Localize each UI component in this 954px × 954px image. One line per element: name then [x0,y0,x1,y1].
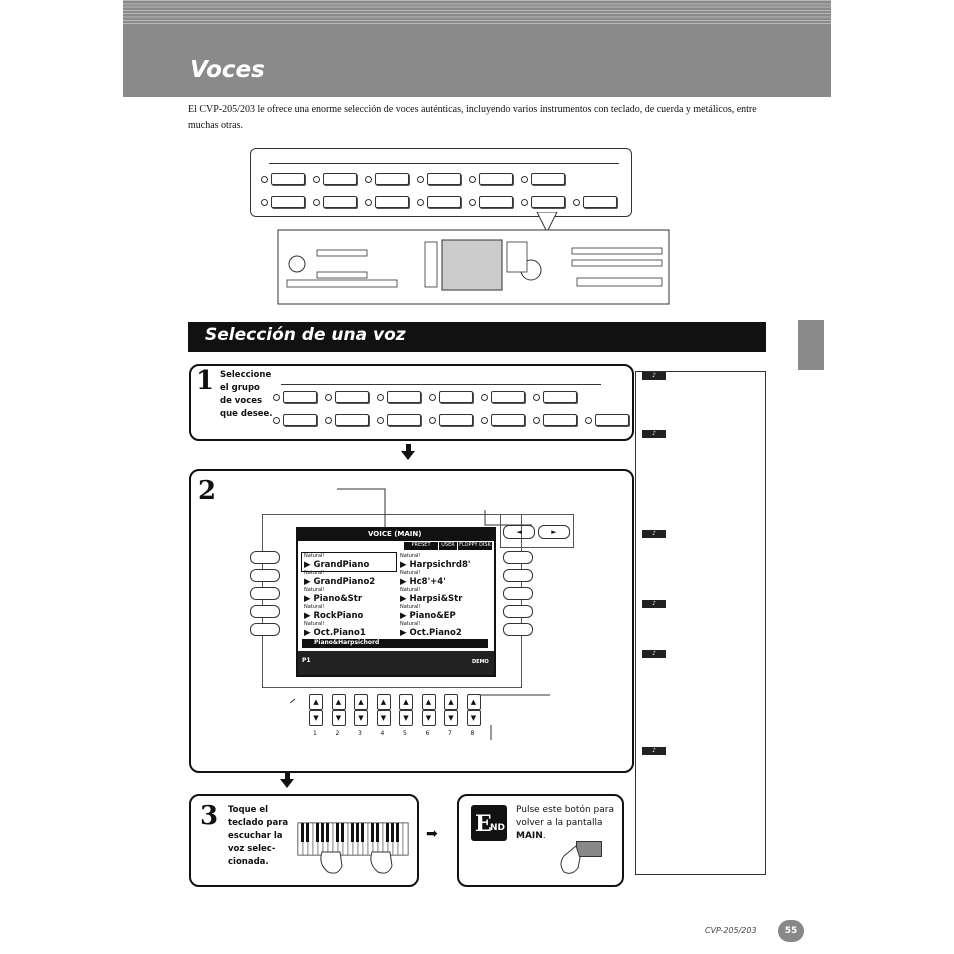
indicator-led [521,199,528,206]
number-button-label: 8 [470,730,475,737]
voice-group-button[interactable] [427,196,461,208]
lcd-voice-name: ▶ Piano&EP [400,611,456,621]
lcd-left-button-c[interactable] [250,587,280,600]
number-up-button-8[interactable]: ▲ [467,694,481,710]
indicator-led [533,417,540,424]
voice-group-button[interactable] [439,414,473,426]
note-tag: ♪ NOTA [642,372,666,380]
indicator-led [481,417,488,424]
lcd-voice-name: ▶ Harpsi&Str [400,594,463,604]
voice-group-button[interactable] [439,391,473,403]
lcd-voice-category: Natural! [304,587,325,593]
indicator-led [325,417,332,424]
lcd-left-button-a[interactable] [250,551,280,564]
number-down-button-2[interactable]: ▼ [332,710,346,726]
indicator-led [273,394,280,401]
voice-group-button[interactable] [491,391,525,403]
lcd-voice-category: Natural! [400,587,421,593]
step3-text: Toque el teclado para escuchar la voz selec-cionada. [228,805,289,867]
note-tag: ♪ NOTA [642,650,666,658]
lcd-page-label: P1 [302,657,311,664]
voice-buttons-callout [250,148,632,217]
voice-group-button[interactable] [595,414,629,426]
footer-model: CVP-205/203 [705,926,757,935]
indicator-led [429,417,436,424]
indicator-led [469,176,476,183]
lcd-voice-name: ▶ GrandPiano2 [304,577,376,587]
voice-group-button[interactable] [531,196,565,208]
voice-group-button[interactable] [479,196,513,208]
indicator-led [585,417,592,424]
number-button-label: 6 [425,730,430,737]
number-down-button-7[interactable]: ▼ [444,710,458,726]
number-button-label: 2 [335,730,340,737]
voice-group-button[interactable] [323,196,357,208]
number-button-label: 7 [448,730,452,737]
indicator-led [313,199,320,206]
voice-group-button[interactable] [479,173,513,185]
number-down-button-3[interactable]: ▼ [354,710,368,726]
indicator-led [469,199,476,206]
lcd-voice-name: ▶ Oct.Piano1 [304,628,366,638]
indicator-led [533,394,540,401]
indicator-led [377,417,384,424]
indicator-led [481,394,488,401]
number-button-label: 1 [313,730,317,737]
end-text: Pulse este botón para volver a la pantalla MAIN. [516,805,614,841]
indicator-led [377,394,384,401]
step3-number: 3 [200,801,219,831]
number-down-button-8[interactable]: ▼ [467,710,481,726]
indicator-led [429,394,436,401]
lcd-voice-category: Natural! [304,604,325,610]
number-up-button-6[interactable]: ▲ [422,694,436,710]
step2-number: 2 [198,476,217,506]
lcd-demo-label[interactable]: DEMO [472,659,489,665]
chapter-tab [798,320,824,370]
end-icon: E ND [471,805,507,841]
lcd-voice-name: ▶ Oct.Piano2 [400,628,462,638]
lcd-voice-category: Natural! [304,553,325,559]
number-button-label: 3 [358,730,362,737]
section-title: Selección de una voz [205,325,406,345]
voice-group-button[interactable] [375,173,409,185]
voice-group-button[interactable] [375,196,409,208]
arrow-down-icon [280,779,294,788]
intro-text: El CVP-205/203 le ofrece una enorme selección de voces auténticas, incluyendo varios instrumentos con teclado, de cuerda y metálicos, entre muchas otras. [188,104,757,131]
pointing-hand-icon [556,842,584,876]
note-tag: ♪ NOTA [642,430,666,438]
voice-group-button[interactable] [543,414,577,426]
lcd-voice-category: Natural! [400,553,421,559]
lcd-header: VOICE (MAIN) [368,530,422,538]
tab-user[interactable]: USER [439,542,457,550]
voice-group-button[interactable] [283,414,317,426]
number-up-button-1[interactable]: ▲ [309,694,323,710]
number-up-button-3[interactable]: ▲ [354,694,368,710]
indicator-led [313,176,320,183]
number-up-button-5[interactable]: ▲ [399,694,413,710]
arrow-right-icon: ➡ [426,826,438,842]
voice-group-button[interactable] [271,196,305,208]
voice-group-button[interactable] [491,414,525,426]
voice-group-button[interactable] [427,173,461,185]
lcd-voice-name: ▶ Harpsichrd8' [400,560,471,570]
page-left-button[interactable]: ◄ [503,525,535,539]
note-tag: ♪ NOTA [642,530,666,538]
number-up-button-7[interactable]: ▲ [444,694,458,710]
voice-group-button[interactable] [335,391,369,403]
indicator-led [273,417,280,424]
folder-bar: Piano&Harpsichord [302,639,488,648]
arrow-down-icon [406,444,411,451]
indicator-led [365,176,372,183]
lcd-voice-category: Natural! [400,604,421,610]
note-tag: ♪ NOTA [642,600,666,608]
page-right-button[interactable]: ► [538,525,570,539]
indicator-led [261,199,268,206]
number-down-button-6[interactable]: ▼ [422,710,436,726]
lcd-voice-category: Natural! [400,621,421,627]
voice-group-button[interactable] [583,196,617,208]
lcd-left-button-e[interactable] [250,623,280,636]
number-down-button-1[interactable]: ▼ [309,710,323,726]
number-button-label: 5 [403,730,407,737]
voice-group-button[interactable] [543,391,577,403]
keyboard-hands-illustration [297,822,409,877]
number-down-button-5[interactable]: ▼ [399,710,413,726]
lcd-voice-category: Natural! [304,570,325,576]
number-up-button-4[interactable]: ▲ [377,694,391,710]
arrow-down-icon [285,772,290,779]
indicator-led [417,176,424,183]
indicator-led [325,394,332,401]
voice-group-button[interactable] [323,173,357,185]
note-tag: ♪ NOTA [642,747,666,755]
number-up-button-2[interactable]: ▲ [332,694,346,710]
step1-text: Seleccione el grupo de voces que desee. [220,370,273,419]
page-number: 55 [778,920,804,942]
notes-column [635,371,766,875]
lcd-voice-name: ▶ Piano&Str [304,594,363,604]
lcd-voice-name: ▶ RockPiano [304,611,364,621]
voice-group-button[interactable] [271,173,305,185]
voice-group-button[interactable] [283,391,317,403]
voice-group-button[interactable] [335,414,369,426]
number-button-label: 4 [380,730,385,737]
instrument-panel-illustration [277,212,671,308]
voice-group-button[interactable] [387,414,421,426]
indicator-led [417,199,424,206]
lcd-voice-name: ▶ Hc8'+4' [400,577,446,587]
voice-group-button[interactable] [531,173,565,185]
lcd-voice-name: ▶ GrandPiano [304,560,370,570]
lcd-left-button-d[interactable] [250,605,280,618]
tab-preset[interactable]: PRESET [404,542,438,550]
tab-floppy[interactable]: FLOPPY DISK [459,542,491,548]
arrow-down-icon [401,451,415,460]
lcd-left-button-b[interactable] [250,569,280,582]
indicator-led [365,199,372,206]
indicator-led [261,176,268,183]
indicator-led [573,199,580,206]
voice-group-button[interactable] [387,391,421,403]
indicator-led [521,176,528,183]
lcd-voice-category: Natural! [400,570,421,576]
number-down-button-4[interactable]: ▼ [377,710,391,726]
lcd-voice-category: Natural! [304,621,325,627]
step1-number: 1 [196,366,215,396]
page-title: Voces [190,57,265,83]
